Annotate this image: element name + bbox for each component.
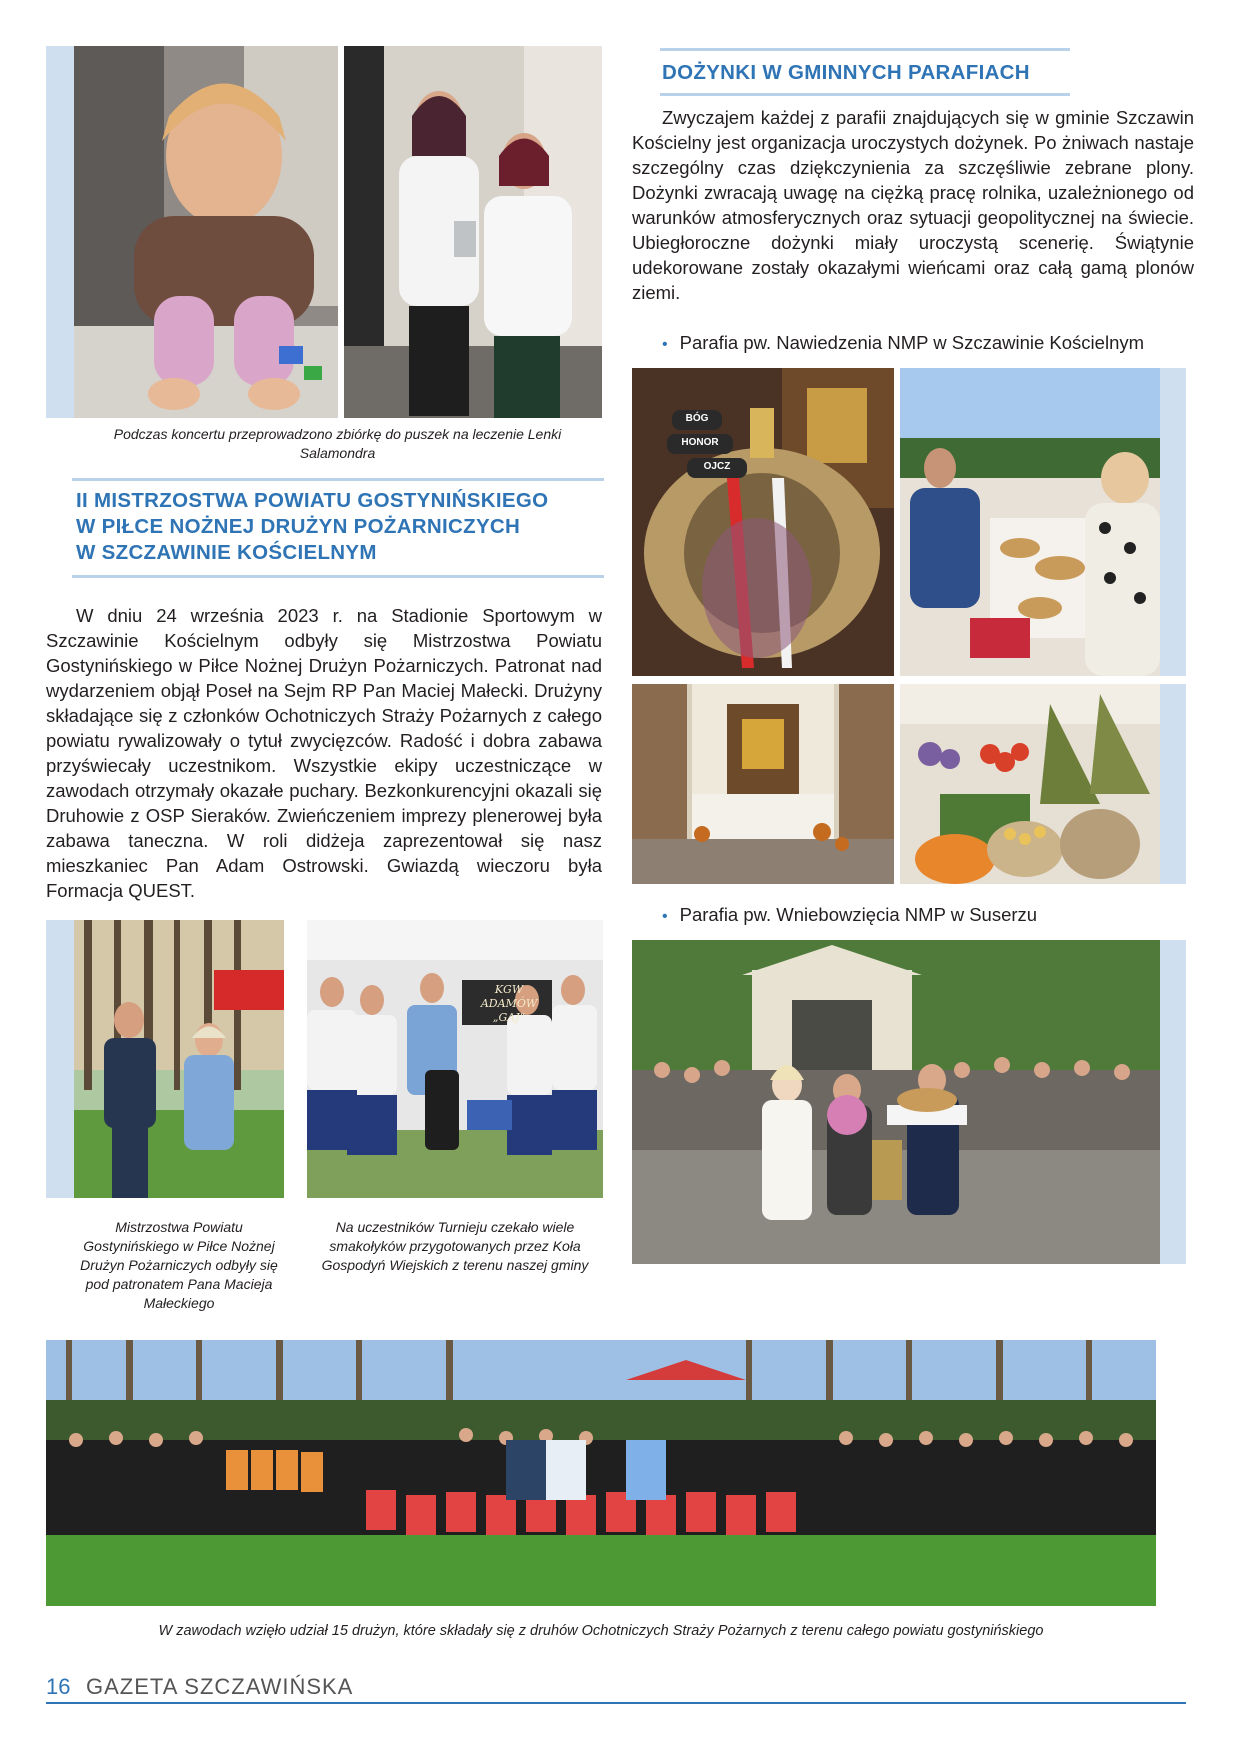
right-accent-bar-1 — [1160, 368, 1186, 676]
photo-suserz-harvest-festival — [632, 940, 1160, 1264]
bullet-parish-szczawin — [662, 332, 1144, 354]
article-title-line-2: W PIŁCE NOŻNEJ DRUŻYN POŻARNICZYCH — [76, 515, 521, 538]
bullet-parish-suserz-label: Parafia pw. Wniebowzięcia NMP w Suserzu — [679, 904, 1038, 925]
photo-kgw-women — [307, 920, 603, 1198]
photo-harvest-produce — [900, 684, 1160, 884]
kgw-banner-line-2: „GAJ” — [492, 1011, 526, 1024]
bullet-parish-szczawin-label: Parafia pw. Nawiedzenia NMP w Szczawinie Kościelnym — [679, 332, 1145, 353]
bullet-dot-icon: • — [662, 336, 668, 353]
wreath-sign-1: BÓG — [685, 413, 709, 424]
kgw-banner-sign — [469, 983, 549, 1025]
caption-mp-speech: Mistrzostwa Powiatu Gostynińskiego w Piłce Nożnej Drużyn Pożarniczych odbyły się pod patronatem Pana Macieja Małeckiego — [80, 1219, 278, 1311]
right-accent-bar-2 — [1160, 684, 1186, 884]
bullet-dot-icon: • — [662, 908, 668, 925]
kgw-banner-line-1: KGW ADAMÓW — [480, 983, 538, 1010]
photo-harvest-feast — [900, 368, 1160, 676]
footer-rule — [46, 1702, 1186, 1704]
harvest-title-top-rule — [660, 48, 1070, 51]
article-title-line-1: II MISTRZOSTWA POWIATU GOSTYNIŃSKIEGO — [76, 489, 549, 512]
publication-name: GAZETA SZCZAWIŃSKA — [86, 1674, 354, 1699]
photo-church-interior — [632, 684, 894, 884]
bullet-parish-suserz — [662, 904, 1037, 926]
left-photo-accent-bar — [46, 46, 74, 418]
photo-mp-speech — [74, 920, 284, 1198]
article-title-bottom-rule — [72, 575, 604, 578]
article-title-top-rule — [72, 478, 604, 481]
photo-harvest-wreath — [632, 368, 894, 676]
article-title-line-3: W SZCZAWINIE KOŚCIELNYM — [76, 541, 377, 564]
bottom-photo-caption: W zawodach wzięło udział 15 drużyn, które składały się z druhów Ochotniczych Straży Pożarnych z terenu całego powiatu gostynińskiego — [158, 1623, 1044, 1639]
wreath-sign-2: HONOR — [681, 437, 719, 448]
article-title — [76, 488, 606, 566]
top-left-photo-caption: Podczas koncertu przeprowadzono zbiórkę do puszek na leczenie Lenki Salamondra — [113, 426, 562, 461]
harvest-title-bottom-rule — [660, 93, 1070, 96]
photo-volunteers-collection — [344, 46, 602, 418]
caption-kgw: Na uczestników Turnieju czekało wiele smakołyków przygotowanych przez Koła Gospodyń Wiejskich z terenu naszej gminy — [321, 1219, 589, 1273]
photo-child — [74, 46, 338, 418]
harvest-title: DOŻYNKI W GMINNYCH PARAFIACH — [662, 61, 1030, 84]
photo-team-group — [46, 1340, 1156, 1606]
wreath-sign-3: OJCZ — [703, 461, 731, 472]
left-lower-accent-bar — [46, 920, 74, 1198]
article-body: W dniu 24 września 2023 r. na Stadionie Sportowym w Szczawinie Kościelnym odbyły się Mistrzostwa Powiatu Gostynińskiego w Piłce Nożnej Drużyn Pożarniczych. Patronat nad wydarzeniem objął Poseł na Sejm RP Pan Maciej Małecki. Drużyny składające się z członków Ochotniczych Straży Pożarnych z całego powiatu rywalizowały o tytuł zwycięzców. Radość i dobra zabawa przyświecały uczestnikom. Wszystkie ekipy uczestniczące w zawodach otrzymały okazałe puchary. Bezkonkurencyjni okazali się Druhowie z OSP Sieraków. Zwieńczeniem imprezy plenerowej była zabawa taneczna. W roli didżeja zaprezentował się nasz mieszkaniec Pan Adam Ostrowski. Gwiazdą wieczoru była Formacja QUEST. — [46, 605, 602, 901]
right-accent-bar-3 — [1160, 940, 1186, 1264]
page-number: 16 — [46, 1674, 71, 1699]
harvest-body: Zwyczajem każdej z parafii znajdujących się w gminie Szczawin Kościelny jest organizacja uroczystych dożynek. Po żniwach nastaje szczególny czas dziękczynienia za szczęśliwie zebrane plony. Dożynki zwracają uwagę na ciężką pracę rolnika, uzależnionego od warunków atmosferycznych oraz sytuacji geopolitycznej na świecie. Ubiegłoroczne dożynki miały uroczystą scenerię. Świątynie udekorowane zostały okazałymi wieńcami oraz całą gamą plonów ziemi. — [632, 107, 1194, 303]
